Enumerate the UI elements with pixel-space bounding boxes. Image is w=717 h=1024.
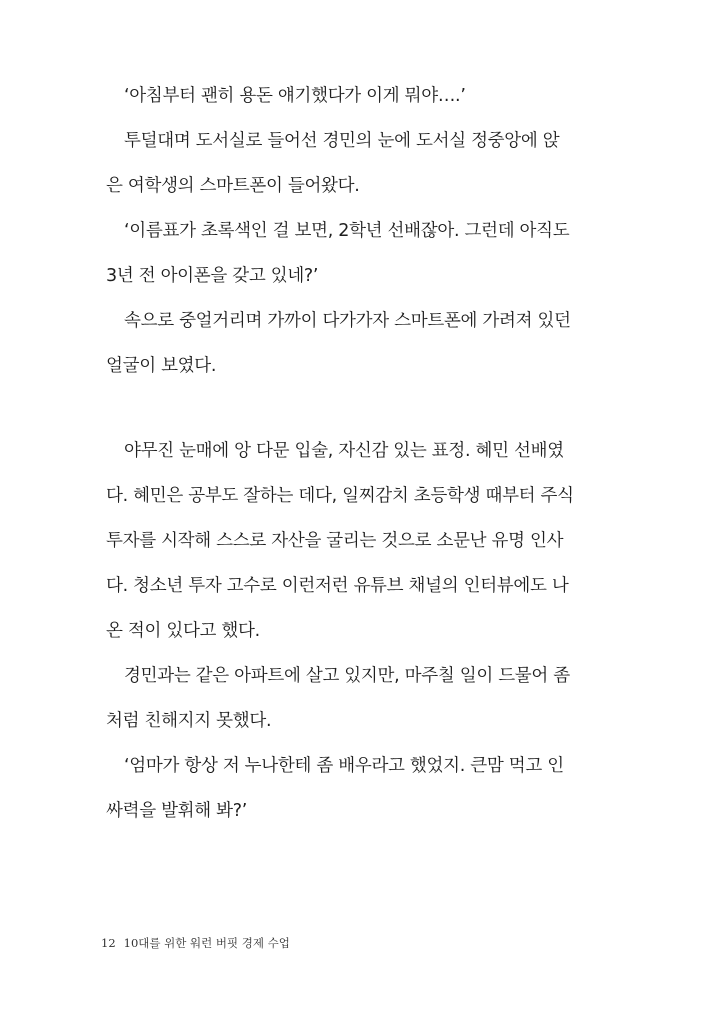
book-title: 10대를 위한 워런 버핏 경제 수업 [123,936,290,950]
text-line: ‘이름표가 초록색인 걸 보면, 2학년 선배잖아. 그런데 아직도 [124,221,570,241]
text-line: 얼굴이 보였다. [106,356,217,376]
text-line: 경민과는 같은 아파트에 살고 있지만, 마주칠 일이 드물어 좀 [124,666,570,686]
text-line: 싸력을 발휘해 봐?’ [106,801,248,821]
page-number: 12 [101,936,116,950]
text-line: 처럼 친해지지 못했다. [106,711,272,731]
text-line: 3년 전 아이폰을 갖고 있네?’ [106,266,319,286]
text-line: ‘아침부터 괜히 용돈 얘기했다가 이게 뭐야….’ [124,86,466,106]
text-line: 투덜대며 도서실로 들어선 경민의 눈에 도서실 정중앙에 앉 [124,131,560,151]
text-line: 속으로 중얼거리며 가까이 다가가자 스마트폰에 가려져 있던 [124,311,571,331]
text-line: 투자를 시작해 스스로 자산을 굴리는 것으로 소문난 유명 인사 [106,531,564,551]
text-line: 온 적이 있다고 했다. [106,621,260,641]
text-line: ‘엄마가 항상 저 누나한테 좀 배우라고 했었지. 큰맘 먹고 인 [124,756,564,776]
text-line: 다. 청소년 투자 고수로 이런저런 유튜브 채널의 인터뷰에도 나 [106,576,569,596]
page-footer [101,935,290,951]
text-line: 야무진 눈매에 앙 다문 입술, 자신감 있는 표정. 혜민 선배였 [124,441,564,461]
text-line: 다. 혜민은 공부도 잘하는 데다, 일찌감치 초등학생 때부터 주식 [106,486,574,506]
text-line: 은 여학생의 스마트폰이 들어왔다. [106,176,360,196]
